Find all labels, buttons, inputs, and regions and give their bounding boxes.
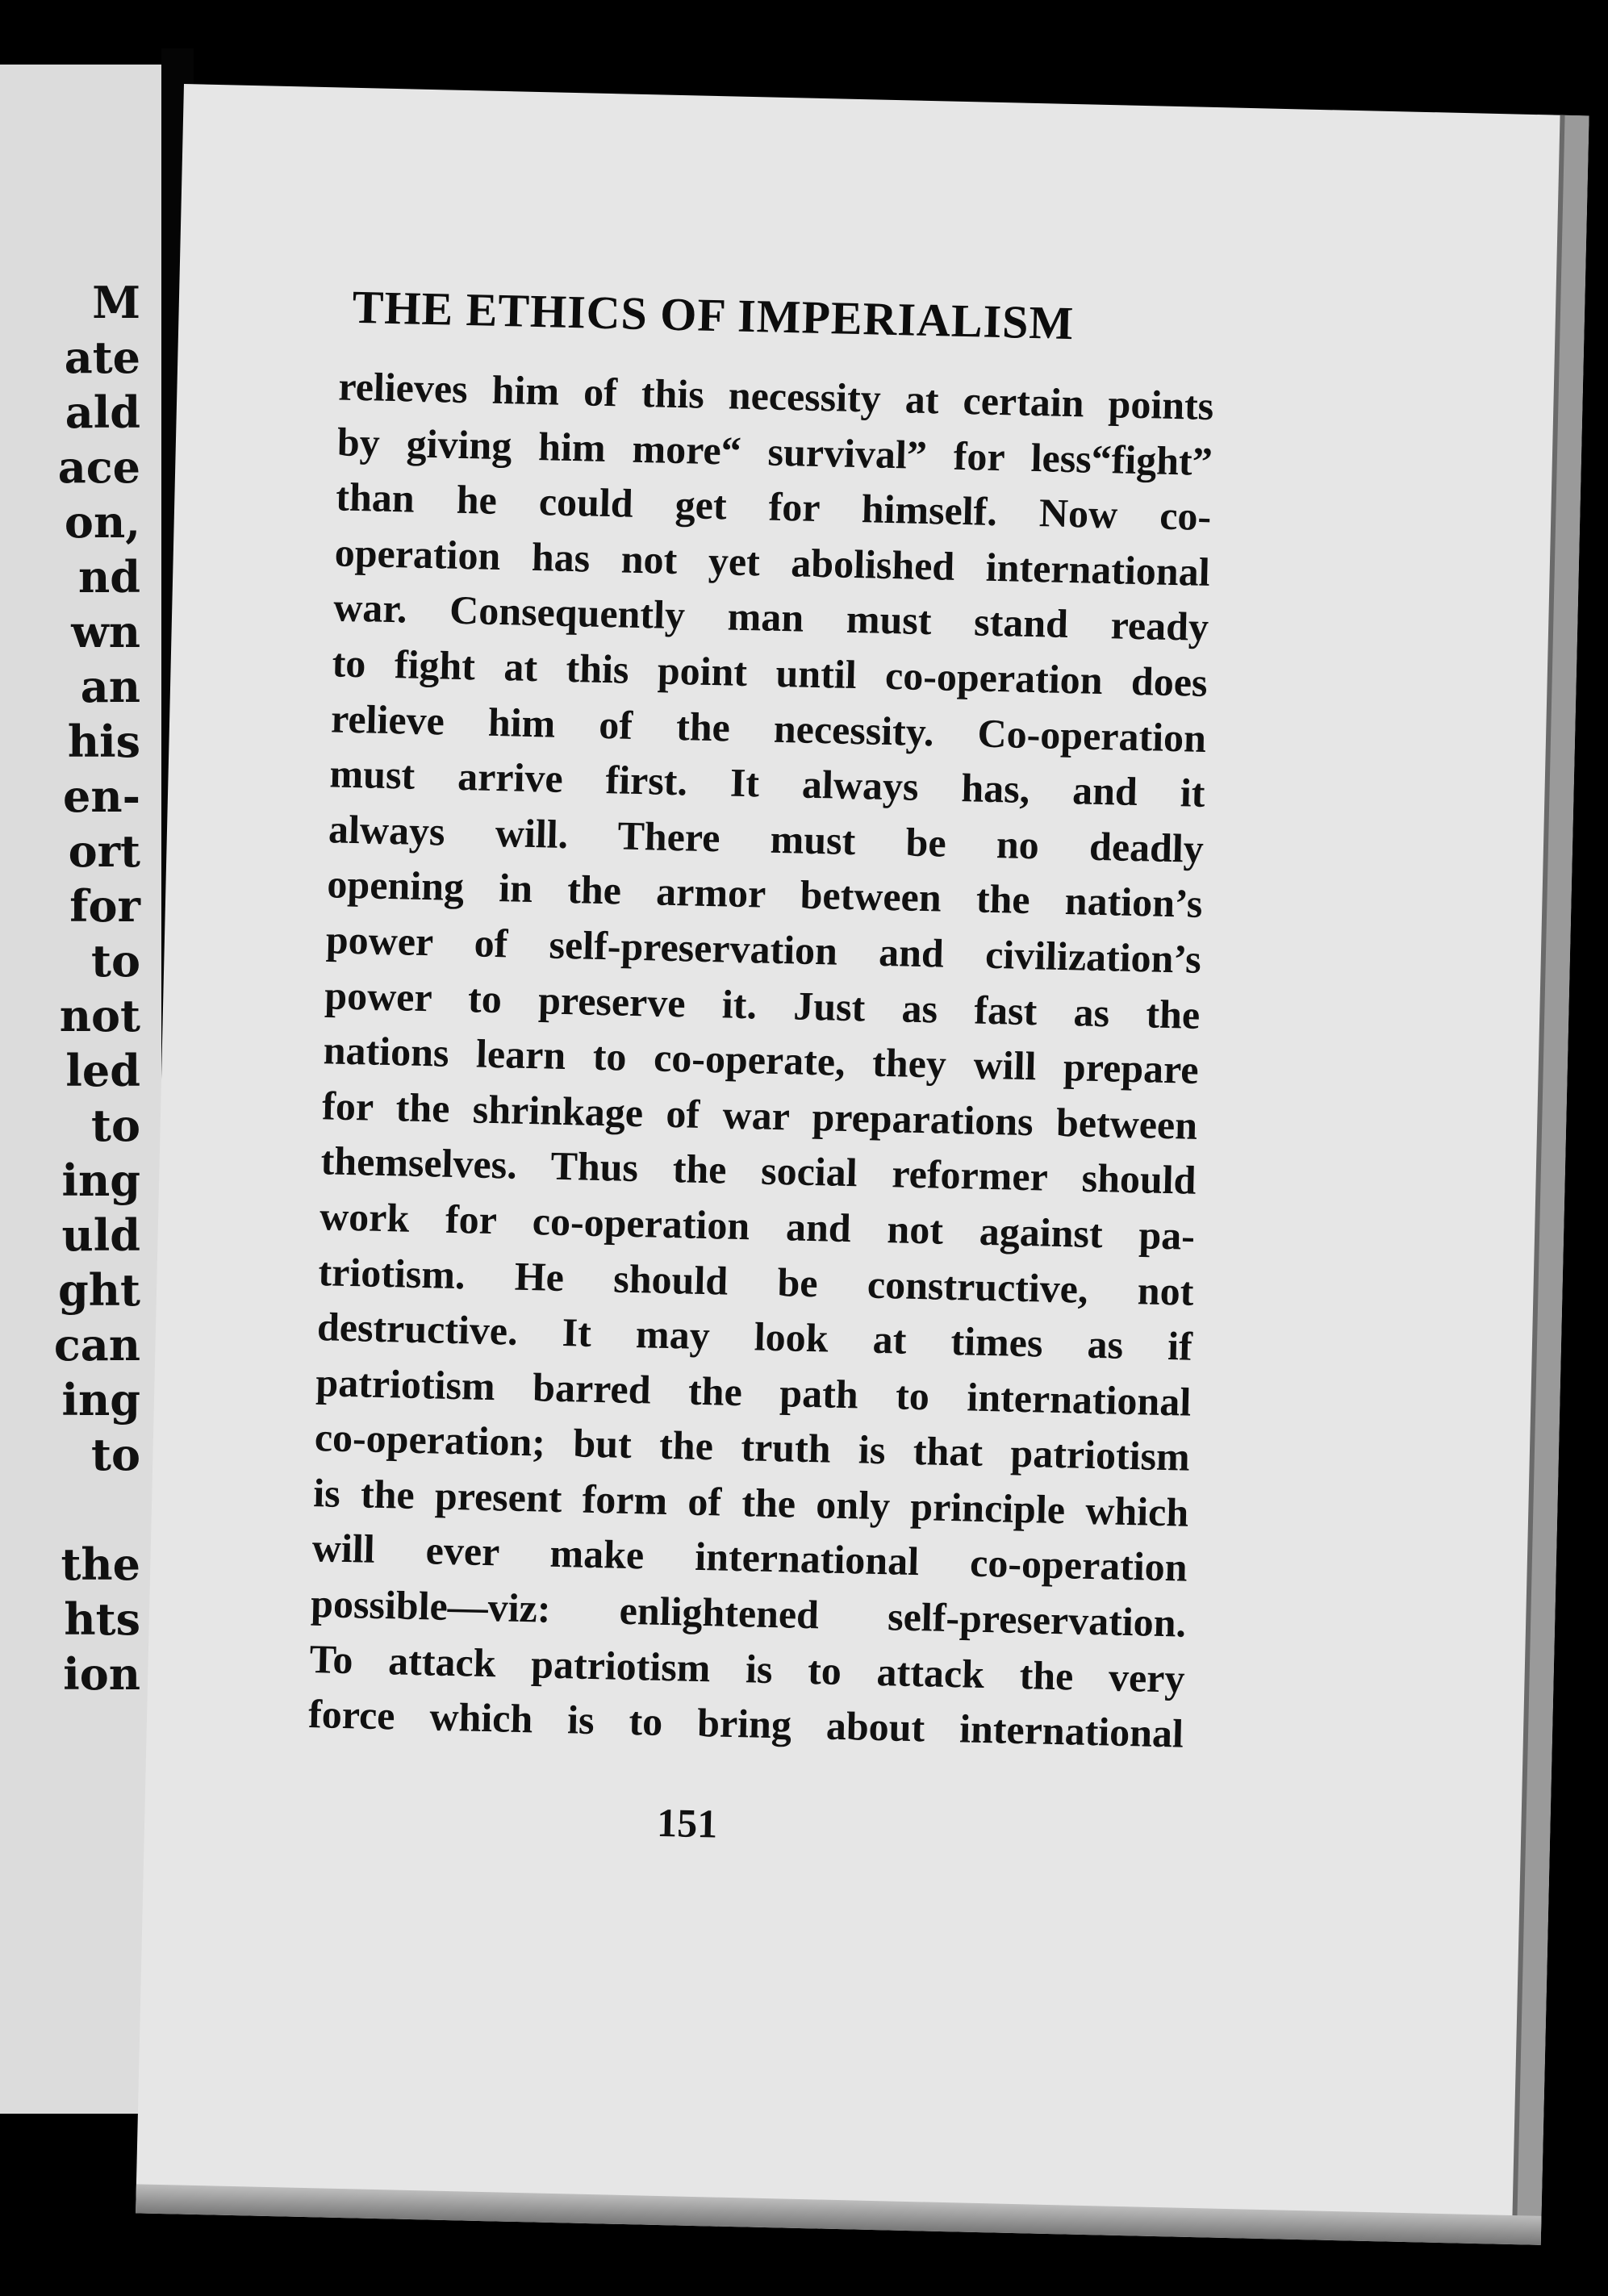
- text-line: To attack patriotism is to attack the very: [309, 1635, 1186, 1701]
- text-line: possible—viz: enlightened self-preservation.: [310, 1580, 1187, 1646]
- text-line: by giving him more“ survival” for less“fight”: [336, 419, 1213, 484]
- text-line: work for co-operation and not against pa-: [319, 1193, 1196, 1259]
- left-page-line: uld: [61, 1209, 140, 1261]
- left-page-line: ing: [61, 1374, 140, 1426]
- text-line: always will. There must be no deadly: [328, 806, 1205, 871]
- text-line: nations learn to co-operate, they will prepare: [323, 1027, 1200, 1092]
- left-page-line: nd: [77, 551, 140, 603]
- text-line: power of self-preservation and civilization’s: [325, 916, 1202, 982]
- left-page-line: can: [53, 1319, 140, 1371]
- left-page-line: ace: [57, 441, 140, 493]
- text-line: power to preserve it. Just as fast as the: [324, 971, 1201, 1037]
- text-line: patriotism barred the path to international: [315, 1359, 1192, 1425]
- text-line: co-operation; but the truth is that patriotism: [314, 1414, 1191, 1480]
- left-page-line: ght: [58, 1264, 140, 1316]
- text-line: force which is to bring about international: [307, 1691, 1184, 1756]
- left-page-line: to: [91, 1100, 140, 1151]
- left-page-line: M: [92, 277, 140, 328]
- text-line: than he could get for himself. Now co-: [335, 474, 1212, 540]
- left-page-line: hts: [64, 1593, 140, 1645]
- left-page-line: for: [69, 880, 140, 932]
- text-line: triotism. He should be constructive, not: [318, 1248, 1195, 1314]
- text-line: to fight at this point until co-operation does: [332, 640, 1209, 705]
- text-line: relieves him of this necessity at certain points: [337, 363, 1214, 429]
- text-line: is the present form of the only principle which: [312, 1469, 1189, 1535]
- text-line: opening in the armor between the nation’s: [326, 861, 1203, 927]
- left-page-line: en-: [62, 770, 140, 822]
- left-page-line: an: [80, 661, 140, 712]
- left-page-line: his: [67, 716, 140, 767]
- page-number: 151: [656, 1799, 718, 1847]
- left-page-line: led: [65, 1045, 140, 1096]
- book-page: [136, 84, 1589, 2245]
- text-line: relieve him of the necessity. Co-operation: [330, 695, 1207, 761]
- left-page-line: not: [59, 990, 140, 1042]
- body-text: [307, 358, 1214, 1761]
- running-head: THE ETHICS OF IMPERIALISM: [352, 280, 1075, 350]
- text-line: themselves. Thus the social reformer should: [320, 1138, 1197, 1204]
- left-page-line: to: [91, 935, 140, 987]
- text-line: for the shrinkage of war preparations between: [321, 1082, 1198, 1148]
- text-line: must arrive first. It always has, and it: [329, 750, 1206, 816]
- text-line: will ever make international co-operation: [311, 1525, 1188, 1591]
- text-line: war. Consequently man must stand ready: [332, 584, 1209, 650]
- facing-page-left: [0, 65, 161, 2114]
- text-line: destructive. It may look at times as if: [316, 1304, 1193, 1369]
- left-page-line: ald: [65, 386, 140, 438]
- text-line: operation has not yet abolished international: [334, 529, 1211, 595]
- left-page-line: on,: [64, 496, 140, 548]
- left-page-line: wn: [71, 606, 140, 657]
- left-page-line: ing: [61, 1154, 140, 1206]
- left-page-line: ort: [68, 825, 140, 877]
- left-page-line: the: [61, 1538, 140, 1590]
- left-page-line: ion: [63, 1648, 140, 1700]
- left-page-line: ate: [64, 332, 140, 383]
- left-page-line: to: [91, 1429, 140, 1480]
